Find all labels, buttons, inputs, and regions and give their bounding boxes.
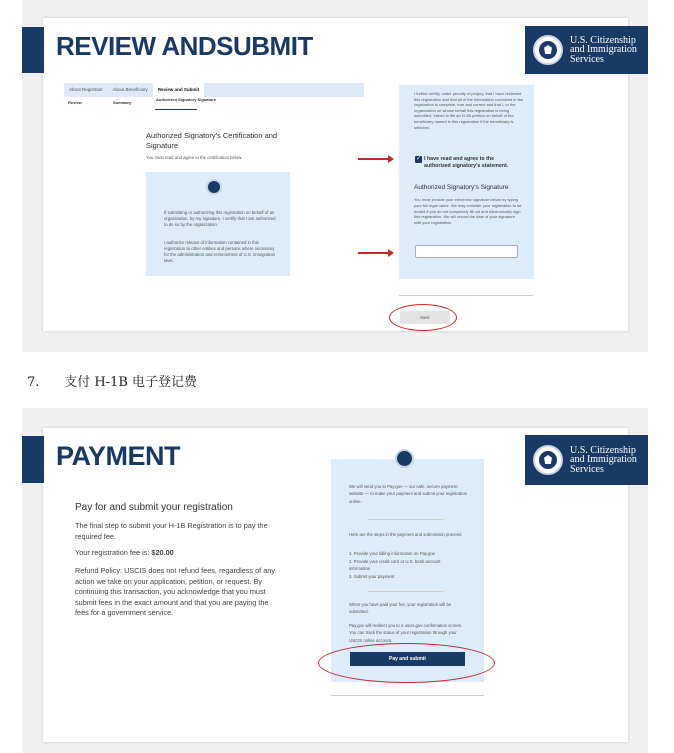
dhs-seal-icon (533, 445, 563, 475)
certification-instruction: You must read and agree to the certification below. (146, 155, 243, 160)
uscis-logo-badge (525, 26, 648, 74)
agency-name: U.S. Citizenship and Immigration Services (570, 34, 637, 65)
fee-amount: $20.00 (151, 548, 174, 557)
registration-fee: Your registration fee is: $20.00 (75, 548, 174, 557)
perjury-statement: I further certify, under penalty of perjury, that I have reviewed this registration and that all of the information contained in the registration is complete, true and correct and that I, or the organization on whose behalf this registration is being submitted, intend to file an H-1B petition on behalf of the beneficiary named in this registration if the beneficiary is selected. (414, 91, 524, 130)
subtab-authorized-signatory[interactable]: Authorized Signatory Signature (156, 97, 217, 102)
certification-text-1: If submitting or authorizing this registration on behalf of an organization, by my signature, I certify that I am authorized to do so by the organization. (164, 210, 276, 227)
signature-title: Authorized Signatory's Signature (414, 184, 509, 191)
signature-box (399, 85, 534, 279)
active-subtab-underline (155, 109, 197, 110)
dhs-seal-icon (395, 449, 414, 468)
payment-page-title: PAYMENT (56, 441, 181, 471)
certification-box (146, 172, 290, 276)
step-3: 3. Submit your payment (349, 574, 395, 579)
paygov-intro: We will send you to Pay.gov — our safe, secure payment website — to make your payment and submit your registration online. (349, 484, 467, 504)
step-1: 1. Provide your billing information on Pay.gov (349, 551, 435, 556)
next-button[interactable]: Next (400, 311, 450, 324)
agree-checkbox[interactable]: ✓ (415, 156, 422, 162)
tab-about-beneficiary[interactable]: About Beneficiary (112, 87, 148, 92)
divider (368, 519, 444, 520)
step-caption: 7. 支付 H-1B 电子登记费 (27, 375, 198, 390)
payment-hero-bar (22, 436, 44, 483)
dhs-seal-icon (206, 179, 222, 195)
step-2: 2. Provide your credit card or U.S. bank account information (349, 559, 441, 572)
registration-tabs (64, 83, 364, 97)
payment-heading: Pay for and submit your registration (75, 502, 233, 513)
agree-checkbox-label: I have read and agree to the authorized signatory's statement. (424, 156, 509, 169)
subtab-summary[interactable]: Summary (113, 100, 132, 105)
pay-highlight-oval (318, 643, 495, 683)
review-hero-bar (22, 27, 44, 73)
review-page-title: REVIEW ANDSUBMIT (56, 31, 313, 61)
pay-and-submit-button[interactable]: Pay and submit (350, 652, 465, 666)
dhs-seal-icon (533, 35, 563, 65)
signature-help-text: You must provide your electronic signature below by typing your full legal name. We may consider your registration to be invalid if you do not completely fill out and electronically sign this registration. We will record the date of your signature with your registration. (414, 197, 522, 226)
divider (368, 591, 444, 592)
steps-intro: Here are the steps in the payment and submission process: (349, 532, 463, 537)
divider (331, 695, 484, 696)
after-payment-text: When you have paid your fee, your registration will be submitted. (349, 602, 452, 615)
certification-title: Authorized Signatory's Certification and Signature (146, 131, 278, 150)
subtab-review[interactable]: Review (68, 100, 82, 105)
agency-name: U.S. Citizenship and Immigration Services (570, 444, 637, 475)
payment-intro: The final step to submit your H-1B Registration is to pay the required fee. (75, 521, 268, 541)
refund-policy: Refund Policy: USCIS does not refund fees, regardless of any action we take on your application, petition, or request. By continuing this transaction, you acknowledge that you must submit fees in the exact amount and that you are paying the fees for a government service. (75, 566, 275, 617)
checkbox-arrow-icon (358, 158, 390, 160)
redirect-text: Pay.gov will redirect you to a uscis.gov confirmation screen. You can track the status of your registration through your USCIS online account. (349, 623, 463, 643)
uscis-logo-badge (525, 435, 648, 485)
tab-review-and-submit[interactable]: Review and Submit (153, 83, 204, 97)
signature-name-input[interactable] (415, 245, 518, 258)
next-highlight-oval (389, 304, 457, 331)
signature-arrow-icon (358, 252, 390, 254)
tab-about-registrant[interactable]: About Registrant (69, 87, 103, 92)
divider (399, 295, 533, 296)
certification-text-2: I authorize release of information contained in this registration to other entities and persons where necessary for the administration and enforcement of U.S. immigration laws. (164, 240, 276, 263)
